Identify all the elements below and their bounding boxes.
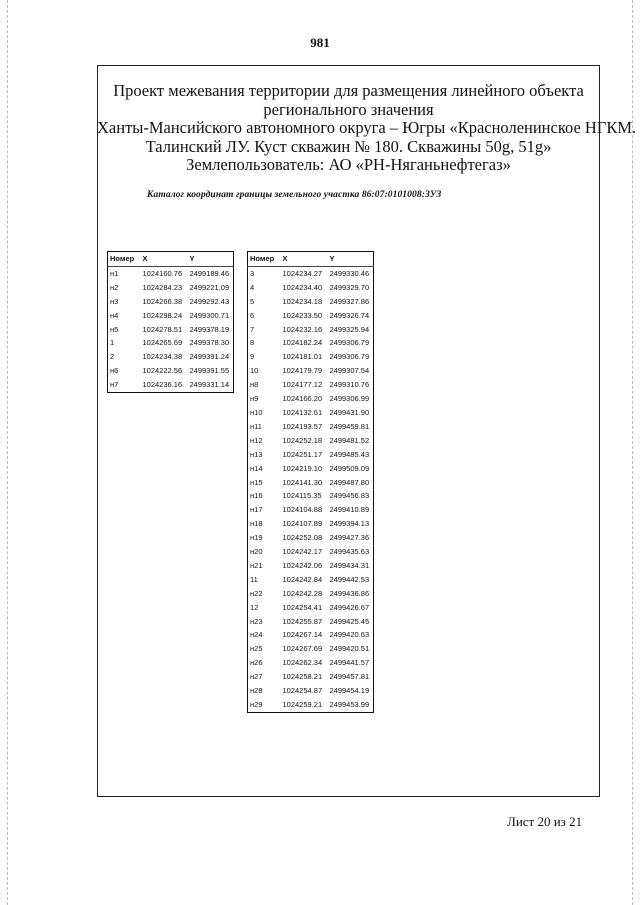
coordinate-x: 1024234.27 bbox=[282, 268, 323, 278]
coordinate-y: 2499391.55 bbox=[189, 366, 230, 376]
coordinate-y: 2499454.19 bbox=[329, 686, 370, 696]
title-line-2: регионального значения bbox=[263, 99, 434, 119]
coordinate-x: 1024219.10 bbox=[282, 463, 323, 473]
coordinate-x: 1024265.69 bbox=[142, 338, 183, 348]
point-number: н15 bbox=[250, 477, 263, 487]
point-number: н6 bbox=[110, 366, 119, 376]
coordinate-y: 2499436.86 bbox=[329, 588, 370, 598]
table-row bbox=[248, 406, 374, 420]
point-number: н28 bbox=[250, 686, 263, 696]
header-y: Y bbox=[188, 252, 234, 267]
coordinate-y: 2499459.81 bbox=[329, 421, 370, 431]
table-row bbox=[248, 434, 374, 448]
table-row bbox=[248, 323, 374, 337]
coordinate-x: 1024232.16 bbox=[282, 324, 323, 334]
table-row bbox=[248, 656, 374, 670]
table-row bbox=[248, 615, 374, 629]
point-number: 2 bbox=[110, 352, 115, 362]
coordinate-y: 2499434.31 bbox=[329, 560, 370, 570]
point-number: н3 bbox=[110, 296, 119, 306]
table-row bbox=[108, 295, 234, 309]
coordinate-x: 1024255.87 bbox=[282, 616, 323, 626]
table-row bbox=[248, 684, 374, 698]
coordinate-x: 1024252.08 bbox=[282, 533, 323, 543]
point-number: н20 bbox=[250, 547, 263, 557]
coordinate-x: 1024267.69 bbox=[282, 644, 323, 654]
table-row bbox=[248, 601, 374, 615]
coordinate-x: 1024234.40 bbox=[282, 282, 323, 292]
coordinates-table-left bbox=[107, 251, 234, 393]
table-header-row bbox=[248, 252, 374, 267]
coordinate-y: 2499509.09 bbox=[329, 463, 370, 473]
point-number: н2 bbox=[110, 282, 119, 292]
table-row bbox=[248, 573, 374, 587]
coordinate-x: 1024182.24 bbox=[282, 338, 323, 348]
table-row bbox=[248, 281, 374, 295]
table-row bbox=[248, 266, 374, 280]
coordinate-x: 1024298.24 bbox=[142, 310, 183, 320]
title-line-3: Ханты-Мансийского автономного округа – Югры «Красноленинское НГКМ. bbox=[97, 118, 637, 137]
point-number: н22 bbox=[250, 588, 263, 598]
table-row bbox=[248, 517, 374, 531]
coordinate-y: 2499327.86 bbox=[329, 296, 370, 306]
table-row bbox=[248, 420, 374, 434]
catalog-caption: Каталог координат границы земельного участка 86:07:0101008:ЗУ3 bbox=[147, 190, 442, 200]
point-number: н26 bbox=[250, 658, 263, 668]
coordinate-x: 1024222.56 bbox=[142, 366, 183, 376]
table-row bbox=[248, 503, 374, 517]
coordinate-x: 1024242.28 bbox=[282, 588, 323, 598]
point-number: 5 bbox=[250, 296, 255, 306]
title-line-4: Талинский ЛУ. Куст скважин № 180. Скважины 50g, 51g» bbox=[145, 136, 552, 156]
coordinate-y: 2499485.43 bbox=[329, 449, 370, 459]
coordinate-x: 1024115.35 bbox=[282, 491, 322, 501]
point-number: 12 bbox=[250, 602, 259, 612]
document-title bbox=[97, 81, 637, 175]
coordinate-y: 2499426.67 bbox=[329, 602, 370, 612]
title-line-1: Проект межевания территории для размещения линейного объекта bbox=[113, 81, 584, 100]
coordinate-y: 2499420.63 bbox=[329, 630, 370, 640]
table-row bbox=[248, 642, 374, 656]
point-number: н13 bbox=[250, 449, 263, 459]
coordinate-y: 2499300.71 bbox=[189, 310, 230, 320]
point-number: н4 bbox=[110, 310, 119, 320]
header-number: Номер bbox=[108, 252, 141, 267]
coordinate-y: 2499306.79 bbox=[329, 338, 370, 348]
table-row bbox=[248, 531, 374, 545]
header-x: X bbox=[141, 252, 188, 267]
coordinate-y: 2499292.43 bbox=[189, 296, 230, 306]
table-row bbox=[248, 448, 374, 462]
coordinate-x: 1024132.61 bbox=[282, 407, 323, 417]
point-number: н11 bbox=[250, 421, 262, 431]
table-row bbox=[248, 476, 374, 490]
point-number: н29 bbox=[250, 700, 263, 709]
coordinate-y: 2499457.81 bbox=[329, 672, 370, 682]
table-row bbox=[248, 350, 374, 364]
coordinate-x: 1024242.84 bbox=[282, 574, 323, 584]
header-number: Номер bbox=[248, 252, 281, 267]
point-number: 11 bbox=[250, 574, 258, 584]
coordinate-x: 1024262.34 bbox=[282, 658, 323, 668]
coordinate-y: 2499189.46 bbox=[189, 268, 230, 278]
table-row bbox=[248, 559, 374, 573]
coordinate-x: 1024251.17 bbox=[282, 449, 323, 459]
table-row bbox=[108, 364, 234, 378]
table-row bbox=[248, 378, 374, 392]
table-row bbox=[248, 489, 374, 503]
coordinate-x: 1024193.57 bbox=[282, 421, 323, 431]
coordinate-x: 1024242.17 bbox=[282, 547, 323, 557]
coordinate-y: 2499378.19 bbox=[189, 324, 230, 334]
point-number: н18 bbox=[250, 519, 263, 529]
table-row bbox=[248, 545, 374, 559]
coordinate-y: 2499420.51 bbox=[329, 644, 370, 654]
point-number: н7 bbox=[110, 380, 119, 390]
coordinate-y: 2499481.52 bbox=[329, 435, 370, 445]
page-number: 981 bbox=[310, 35, 330, 50]
coordinate-y: 2499435.63 bbox=[329, 547, 370, 557]
table-row bbox=[108, 350, 234, 364]
header-y: Y bbox=[328, 252, 374, 267]
coordinate-y: 2499410.89 bbox=[329, 505, 370, 515]
table-row bbox=[248, 698, 374, 712]
coordinate-x: 1024252.18 bbox=[282, 435, 323, 445]
coordinate-y: 2499306.99 bbox=[329, 394, 370, 404]
scan-edge-left bbox=[7, 0, 8, 905]
coordinate-y: 2499329.70 bbox=[329, 282, 370, 292]
table-row bbox=[248, 628, 374, 642]
table-row bbox=[108, 309, 234, 323]
coordinate-y: 2499325.94 bbox=[329, 324, 370, 334]
coordinate-y: 2499306.79 bbox=[329, 352, 370, 362]
coordinate-x: 1024242.06 bbox=[282, 560, 323, 570]
coordinate-x: 1024166.20 bbox=[282, 394, 323, 404]
coordinate-y: 2499378.30 bbox=[189, 338, 230, 348]
coordinate-x: 1024141.30 bbox=[282, 477, 323, 487]
coordinate-x: 1024259.21 bbox=[282, 700, 323, 709]
coordinate-y: 2499221.09 bbox=[189, 282, 230, 292]
table-row bbox=[248, 309, 374, 323]
coordinate-x: 1024104.88 bbox=[282, 505, 323, 515]
coordinate-x: 1024179.79 bbox=[282, 366, 323, 376]
coordinate-x: 1024107.89 bbox=[282, 519, 323, 529]
sheet-number: Лист 20 из 21 bbox=[507, 814, 583, 829]
point-number: н5 bbox=[110, 324, 119, 334]
point-number: н16 bbox=[250, 491, 263, 501]
table-row bbox=[248, 587, 374, 601]
coordinate-y: 2499310.76 bbox=[329, 380, 370, 390]
table-row bbox=[248, 462, 374, 476]
table-row bbox=[108, 281, 234, 295]
point-number: 1 bbox=[110, 338, 115, 348]
coordinates-table-right bbox=[247, 251, 374, 713]
coordinate-y: 2499442.53 bbox=[329, 574, 370, 584]
table-row bbox=[248, 336, 374, 350]
coordinate-y: 2499431.90 bbox=[329, 407, 370, 417]
point-number: н24 bbox=[250, 630, 263, 640]
coordinate-x: 1024266.38 bbox=[142, 296, 183, 306]
coordinate-y: 2499487.80 bbox=[329, 477, 370, 487]
header-x: X bbox=[281, 252, 328, 267]
point-number: 8 bbox=[250, 338, 255, 348]
title-line-5: Землепользователь: АО «РН-Няганьнефтегаз» bbox=[186, 155, 511, 174]
coordinate-y: 2499391.24 bbox=[189, 352, 230, 362]
coordinate-x: 1024234.38 bbox=[142, 352, 183, 362]
coordinate-y: 2499331.14 bbox=[189, 380, 230, 390]
coordinate-y: 2499307.54 bbox=[329, 366, 370, 376]
coordinate-y: 2499425.45 bbox=[329, 616, 370, 626]
point-number: н8 bbox=[250, 380, 259, 390]
point-number: н21 bbox=[250, 560, 263, 570]
coordinate-x: 1024160.76 bbox=[142, 268, 183, 278]
point-number: н25 bbox=[250, 644, 263, 654]
table-row bbox=[248, 670, 374, 684]
table-row bbox=[248, 392, 374, 406]
table-row bbox=[248, 295, 374, 309]
point-number: н27 bbox=[250, 672, 263, 682]
coordinate-x: 1024236.16 bbox=[142, 380, 183, 390]
point-number: н23 bbox=[250, 616, 263, 626]
coordinate-x: 1024254.87 bbox=[282, 686, 323, 696]
point-number: н9 bbox=[250, 394, 259, 404]
point-number: 6 bbox=[250, 310, 255, 320]
point-number: н14 bbox=[250, 463, 263, 473]
point-number: 4 bbox=[250, 282, 255, 292]
coordinate-x: 1024177.12 bbox=[282, 380, 323, 390]
coordinate-y: 2499456.83 bbox=[329, 491, 370, 501]
table-row bbox=[108, 266, 234, 280]
coordinate-x: 1024254.41 bbox=[282, 602, 323, 612]
point-number: 3 bbox=[250, 268, 255, 278]
point-number: 9 bbox=[250, 352, 255, 362]
point-number: н1 bbox=[110, 268, 119, 278]
coordinate-y: 2499330.46 bbox=[329, 268, 370, 278]
table-row bbox=[108, 378, 234, 392]
point-number: 7 bbox=[250, 324, 255, 334]
point-number: н12 bbox=[250, 435, 263, 445]
coordinate-x: 1024233.50 bbox=[282, 310, 323, 320]
coordinate-x: 1024258.21 bbox=[282, 672, 323, 682]
coordinate-y: 2499427.36 bbox=[329, 533, 370, 543]
table-row bbox=[108, 323, 234, 337]
table-row bbox=[248, 364, 374, 378]
coordinate-y: 2499394.13 bbox=[329, 519, 370, 529]
point-number: 10 bbox=[250, 366, 259, 376]
point-number: н17 bbox=[250, 505, 263, 515]
coordinate-y: 2499453.99 bbox=[329, 700, 370, 709]
coordinate-x: 1024181.01 bbox=[282, 352, 323, 362]
coordinate-x: 1024284.23 bbox=[142, 282, 183, 292]
coordinate-x: 1024234.18 bbox=[282, 296, 323, 306]
table-row bbox=[108, 336, 234, 350]
coordinate-y: 2499441.57 bbox=[329, 658, 370, 668]
table-header-row bbox=[108, 252, 234, 267]
coordinate-y: 2499326.74 bbox=[329, 310, 370, 320]
point-number: н19 bbox=[250, 533, 263, 543]
coordinate-x: 1024278.51 bbox=[142, 324, 183, 334]
point-number: н10 bbox=[250, 407, 263, 417]
coordinate-x: 1024267.14 bbox=[282, 630, 323, 640]
